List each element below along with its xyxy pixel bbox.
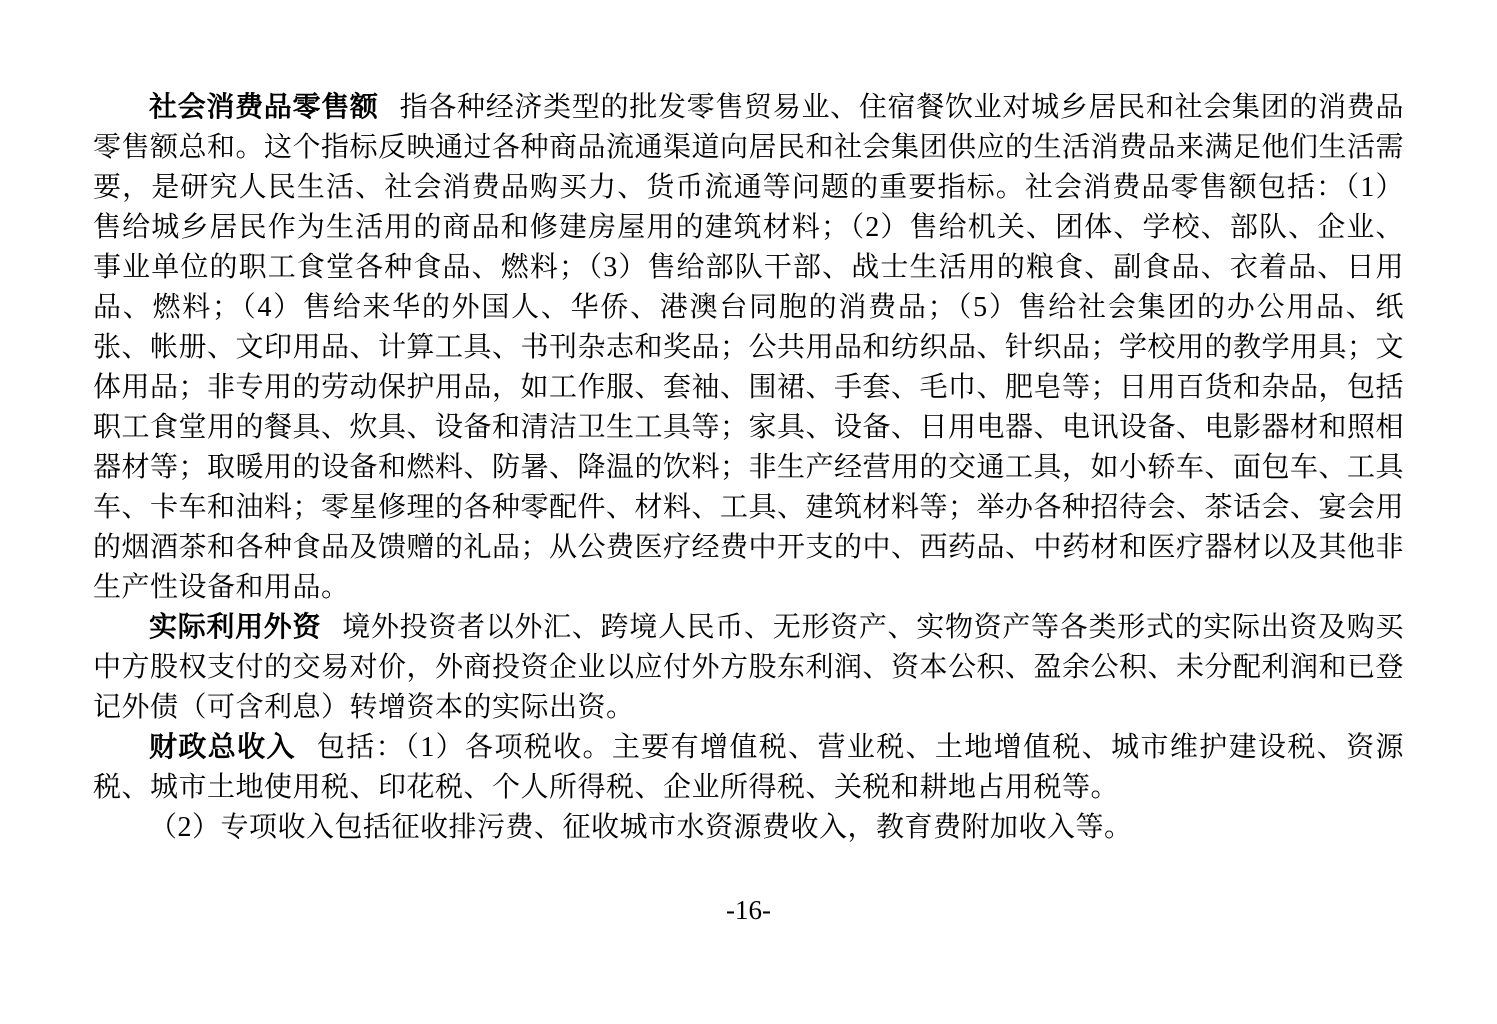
page-number: -16- [726,895,771,925]
term-label-fiscal-revenue: 财政总收入 [149,732,296,763]
term-definition-foreign-investment: 境外投资者以外汇、跨境人民币、无形资产、实物资产等各类形式的实际出资及购买中方股权支付的交易对价，外商投资企业以应付外方股东利润、资本公积、盈余公积、未分配利润和已登记外债（可含利息）转增资本的实际出资。 [93,612,1405,723]
definition-paragraph-fiscal-revenue [93,728,1404,808]
term-label-foreign-investment: 实际利用外资 [149,612,322,643]
definition-paragraph-foreign-investment [93,608,1404,728]
page-body-text [93,88,1404,848]
definition-paragraph-special-revenue [93,808,1404,848]
term-definition-fiscal-revenue: 包括：（1）各项税收。主要有增值税、营业税、土地增值税、城市维护建设税、资源税、城市土地使用税、印花税、个人所得税、企业所得税、关税和耕地占用税等。 [93,732,1404,803]
term-label-retail-sales: 社会消费品零售额 [149,92,379,123]
term-definition-retail-sales: 指各种经济类型的批发零售贸易业、住宿餐饮业对城乡居民和社会集团的消费品零售额总和。这个指标反映通过各种商品流通渠道向居民和社会集团供应的生活消费品来满足他们生活需要，是研究人民生活、社会消费品购买力、货币流通等问题的重要指标。社会消费品零售额包括：（1）售给城乡居民作为生活用的商品和修建房屋用的建筑材料；（2）售给机关、团体、学校、部队、企业、事业单位的职工食堂各种食品、燃料；（3）售给部队干部、战士生活用的粮食、副食品、衣着品、日用品、燃料；（4）售给来华的外国人、华侨、港澳台同胞的消费品；（5）售给社会集团的办公用品、纸张、帐册、文印用品、计算工具、书刊杂志和奖品；公共用品和纺织品、针织品；学校用的教学用具；文体用品；非专用的劳动保护用品，如工作服、套袖、围裙、手套、毛巾、肥皂等；日用百货和杂品，包括职工食堂用的餐具、炊具、设备和清洁卫生工具等；家具、设备、日用电器、电讯设备、电影器材和照相器材等；取暖用的设备和燃料、防暑、降温的饮料；非生产经营用的交通工具，如小轿车、面包车、工具车、卡车和油料；零星修理的各种零配件、材料、工具、建筑材料等；举办各种招待会、茶话会、宴会用的烟酒茶和各种食品及馈赠的礼品；从公费医疗经费中开支的中、西药品、中药材和医疗器材以及其他非生产性设备和用品。 [93,92,1405,603]
definition-paragraph-retail-sales [93,88,1404,608]
term-definition-special-revenue: （2）专项收入包括征收排污费、征收城市水资源费收入，教育费附加收入等。 [149,812,1133,843]
